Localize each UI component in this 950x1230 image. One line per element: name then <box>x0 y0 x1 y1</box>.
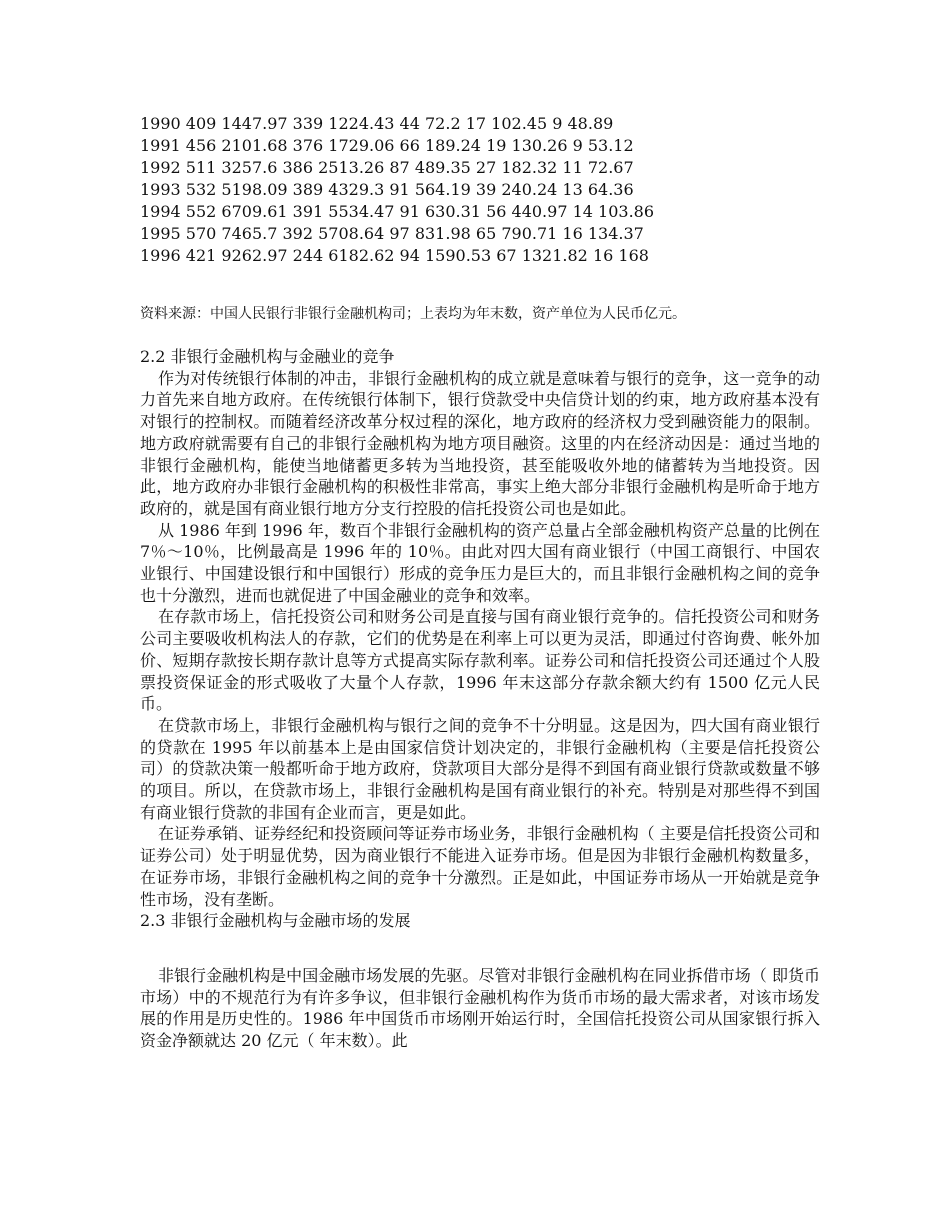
body-text <box>140 346 820 1052</box>
table-row: 1990 409 1447.97 339 1224.43 44 72.2 17 102.45 9 48.89 <box>140 114 614 133</box>
paragraph: 在证券承销、证券经纪和投资顾问等证券市场业务，非银行金融机构（ 主要是信托投资公司和证券公司）处于明显优势，因为商业银行不能进入证券市场。但是因为非银行金融机构数量多，在证券市场，非银行金融机构之间的竞争十分激烈。正是如此，中国证券市场从一开始就是竞争性市场，没有垄断。 <box>140 824 820 909</box>
table-row: 1994 552 6709.61 391 5534.47 91 630.31 56 440.97 14 103.86 <box>140 202 655 221</box>
table-row: 1993 532 5198.09 389 4329.3 91 564.19 39 240.24 13 64.36 <box>140 180 634 199</box>
paragraph: 作为对传统银行体制的冲击，非银行金融机构的成立就是意味着与银行的竞争，这一竞争的动力首先来自地方政府。在传统银行体制下，银行贷款受中央信贷计划的约束，地方政府基本没有对银行的控制权。而随着经济改革分权过程的深化，地方政府的经济权力受到融资能力的限制。地方政府就需要有自己的非银行金融机构为地方项目融资。这里的内在经济动因是：通过当地的非银行金融机构，能使当地储蓄更多转为当地投资，甚至能吸收外地的储蓄转为当地投资。因此，地方政府办非银行金融机构的积极性非常高，事实上绝大部分非银行金融机构是听命于地方政府的，就是国有商业银行地方分支行控股的信托投资公司也是如此。 <box>140 368 820 518</box>
section-heading: 2.2 非银行金融机构与金融业的竞争 <box>140 347 395 366</box>
section-heading: 2.3 非银行金融机构与金融市场的发展 <box>140 911 411 931</box>
table-row: 1992 511 3257.6 386 2513.26 87 489.35 27 182.32 11 72.67 <box>140 158 634 177</box>
paragraph: 从 1986 年到 1996 年，数百个非银行金融机构的资产总量占全部金融机构资产总量的比例在 7％～10％，比例最高是 1996 年的 10％。由此对四大国有商业银行（中国工商银行、中国农业银行、中国建设银行和中国银行）形成的竞争压力是巨大的，而且非银行金融机构之间的竞争也十分激烈，进而也就促进了中国金融业的竞争和效率。 <box>140 520 820 605</box>
data-table <box>140 113 654 267</box>
table-row: 1991 456 2101.68 376 1729.06 66 189.24 19 130.26 9 53.12 <box>140 136 634 155</box>
paragraph: 非银行金融机构是中国金融市场发展的先驱。尽管对非银行金融机构在同业拆借市场（ 即货币市场）中的不规范行为有许多争议，但非银行金融机构作为货币市场的最大需求者，对该市场发展的作用是历史性的。1986 年中国货币市场刚开始运行时，全国信托投资公司从国家银行拆入资金净额就达 20 亿元（ 年末数）。此 <box>140 965 820 1051</box>
spacer <box>140 932 820 965</box>
paragraph: 在贷款市场上，非银行金融机构与银行之间的竞争不十分明显。这是因为，四大国有商业银行的贷款在 1995 年以前基本上是由国家信贷计划决定的，非银行金融机构（主要是信托投资公司）的贷款决策一般都听命于地方政府，贷款项目大部分是得不到国有商业银行贷款或数量不够的项目。所以，在贷款市场上，非银行金融机构是国有商业银行的补充。特别是对那些得不到国有商业银行贷款的非国有企业而言，更是如此。 <box>140 715 820 822</box>
table-row: 1995 570 7465.7 392 5708.64 97 831.98 65 790.71 16 134.37 <box>140 224 644 243</box>
source-note: 资料来源：中国人民银行非银行金融机构司；上表均为年末数，资产单位为人民币亿元。 <box>140 306 686 322</box>
table-row: 1996 421 9262.97 244 6182.62 94 1590.53 67 1321.82 16 168 <box>140 246 649 265</box>
paragraph: 在存款市场上，信托投资公司和财务公司是直接与国有商业银行竞争的。信托投资公司和财务公司主要吸收机构法人的存款，它们的优势是在利率上可以更为灵活，即通过付咨询费、帐外加价、短期存款按长期存款计息等方式提高实际存款利率。证券公司和信托投资公司还通过个人股票投资保证金的形式吸收了大量个人存款，1996 年末这部分存款余额大约有 1500 亿元人民币。 <box>140 607 820 714</box>
